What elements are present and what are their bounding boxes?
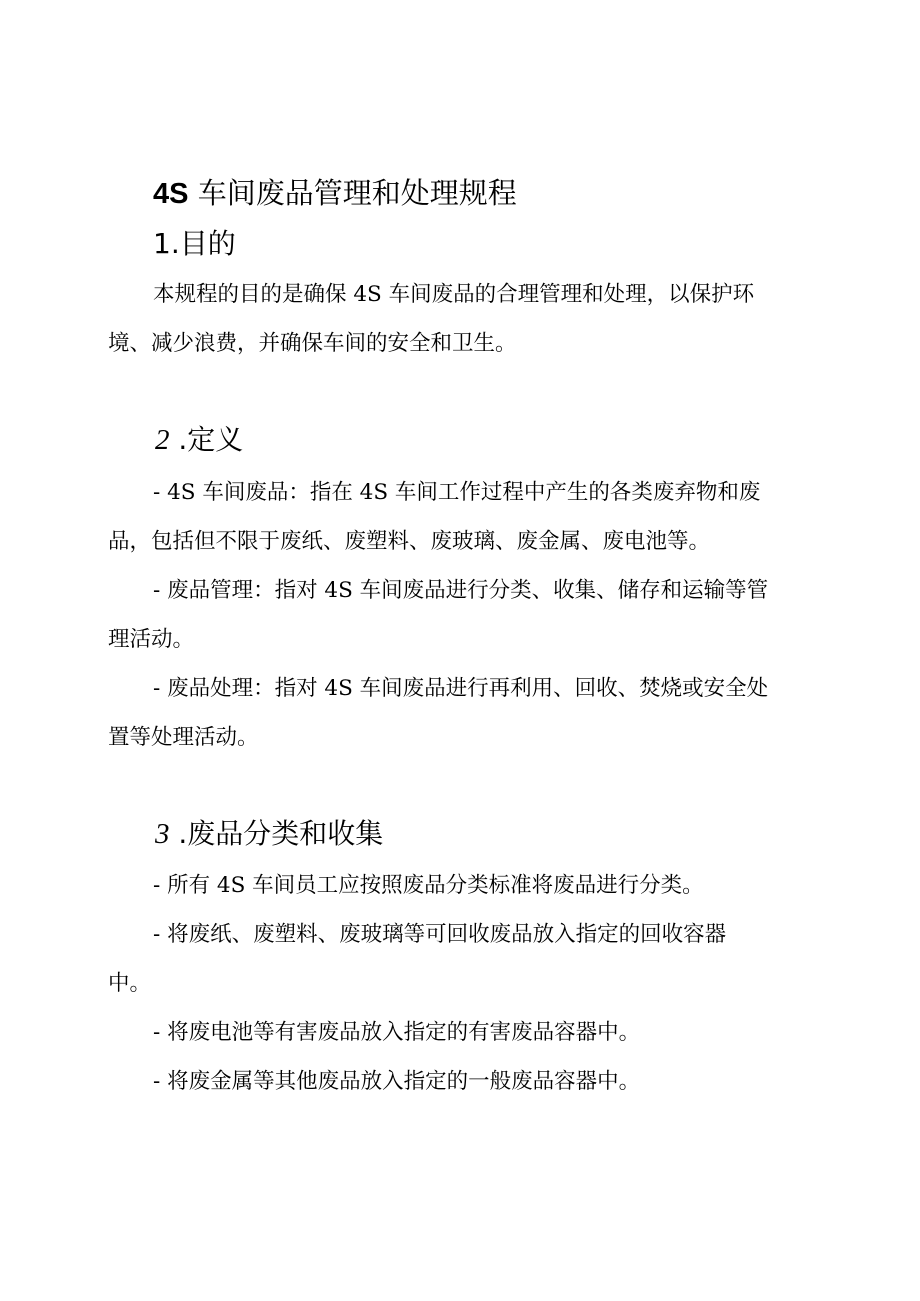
section-heading-purpose: 1.目的 [153, 227, 236, 260]
purpose-paragraph [108, 270, 755, 368]
classification-item-recyclable [108, 910, 727, 1008]
paragraph-line: 中。 [108, 971, 152, 996]
paragraph-line: - 将废金属等其他废品放入指定的一般废品容器中。 [153, 1069, 641, 1094]
paragraph-line: - 将废纸、废塑料、废玻璃等可回收废品放入指定的回收容器 [153, 922, 727, 947]
classification-item-employees [153, 861, 704, 910]
section-heading-text: .废品分类和收集 [178, 817, 384, 850]
paragraph-line: 理活动。 [108, 627, 195, 652]
section-number: 3 [155, 818, 170, 850]
paragraph-line: - 废品管理：指对 4S 车间废品进行分类、收集、储存和运输等管 [153, 578, 769, 603]
document-title-rest: 车间废品管理和处理规程 [188, 176, 517, 210]
definition-item-waste [108, 468, 761, 566]
section-number: 2 [155, 424, 170, 456]
classification-item-general [153, 1057, 640, 1106]
paragraph-line: 境、减少浪费，并确保车间的安全和卫生。 [108, 331, 517, 356]
paragraph-line: - 4S 车间废品：指在 4S 车间工作过程中产生的各类废弃物和废 [153, 480, 761, 505]
section-heading-classification [155, 816, 383, 852]
definition-item-disposal [108, 664, 769, 762]
classification-item-hazardous [153, 1008, 640, 1057]
paragraph-line: 置等处理活动。 [108, 725, 259, 750]
paragraph-line: 本规程的目的是确保 4S 车间废品的合理管理和处理，以保护环 [153, 282, 755, 307]
paragraph-line: - 将废电池等有害废品放入指定的有害废品容器中。 [153, 1020, 641, 1045]
document-title [153, 175, 517, 212]
definition-item-management [108, 566, 769, 664]
paragraph-line: - 废品处理：指对 4S 车间废品进行再利用、回收、焚烧或安全处 [153, 676, 769, 701]
section-heading-text: .定义 [178, 423, 244, 456]
paragraph-line: 品，包括但不限于废纸、废塑料、废玻璃、废金属、废电池等。 [108, 529, 711, 554]
document-title-lead: 4S [153, 178, 189, 210]
paragraph-line: - 所有 4S 车间员工应按照废品分类标准将废品进行分类。 [153, 873, 704, 898]
section-heading-definitions [155, 422, 243, 458]
